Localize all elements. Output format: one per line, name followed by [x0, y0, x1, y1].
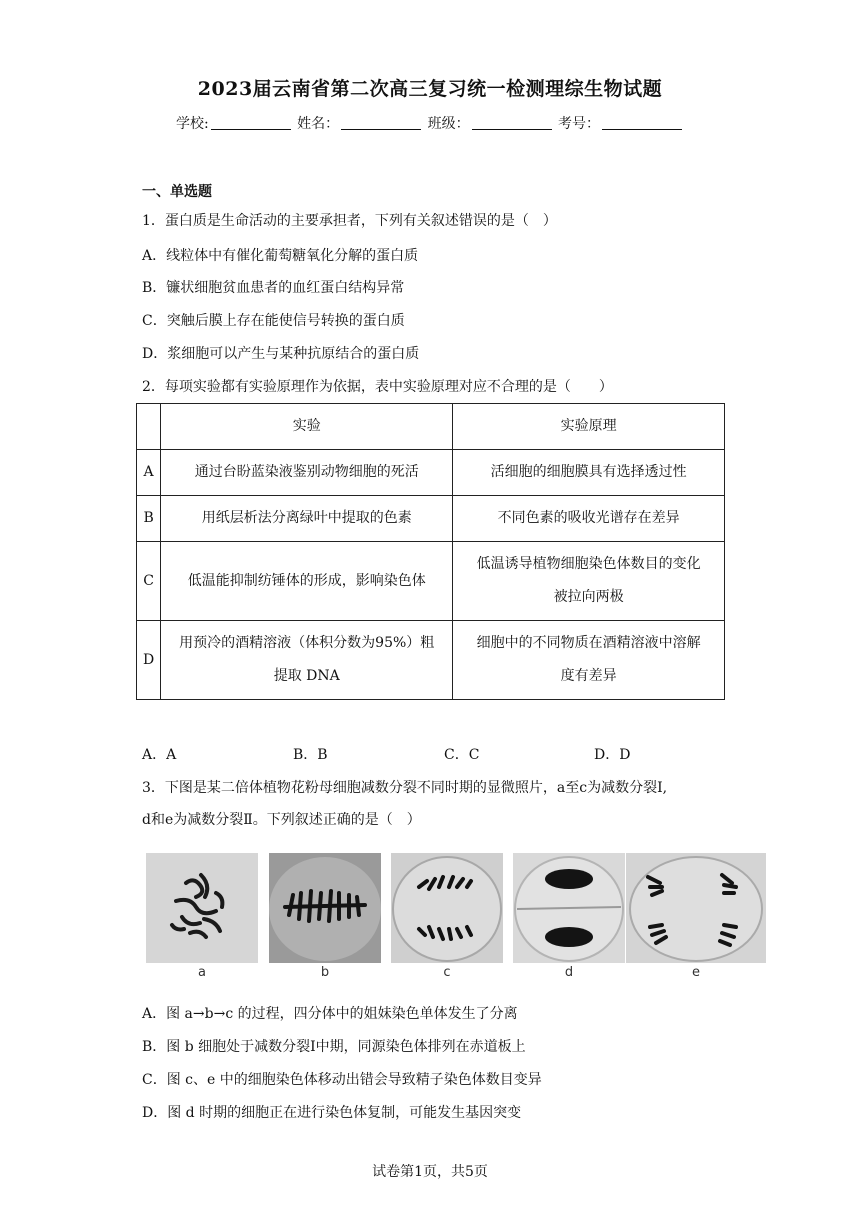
- cell-text: 不同色素的吸收光谱存在差异: [497, 510, 680, 526]
- section-title: 一、单选题: [142, 184, 212, 200]
- q3-option-d: D．图 d 时期的细胞正在进行染色体复制，可能发生基因突变: [142, 1105, 522, 1121]
- table-row: [137, 621, 725, 700]
- row-id-cell: C: [137, 542, 161, 621]
- cell-text: 提取 DNA: [273, 668, 340, 684]
- experiment-cell: [161, 621, 453, 700]
- experiment-cell: [161, 450, 453, 496]
- cell-text: 被拉向两极: [553, 589, 624, 605]
- student-info-row: [0, 113, 860, 133]
- q2-choice-a: A．A: [142, 747, 177, 763]
- principle-cell: [453, 450, 725, 496]
- cell-text: 细胞中的不同物质在酒精溶液中溶解: [476, 635, 701, 651]
- principle-cell: [453, 542, 725, 621]
- table-header-cell: [137, 404, 161, 450]
- table-row: [137, 450, 725, 496]
- cell-text: 度有差异: [560, 668, 617, 684]
- q2-choice-b: B．B: [293, 747, 328, 763]
- table-header-cell: 实验: [161, 404, 453, 450]
- q1-option-a: A．线粒体中有催化葡萄糖氧化分解的蛋白质: [142, 248, 419, 264]
- q1-stem: 1．蛋白质是生命活动的主要承担者，下列有关叙述错误的是（ ）: [142, 213, 557, 229]
- school-label: 学校:: [175, 116, 209, 132]
- principle-cell: [453, 621, 725, 700]
- micrograph-a: [146, 853, 258, 963]
- micrograph-label-c: c: [443, 965, 451, 980]
- school-blank: [211, 115, 291, 130]
- table-row: [137, 496, 725, 542]
- q1-option-b: B．镰状细胞贫血患者的血红蛋白结构异常: [142, 280, 405, 296]
- q3-option-c: C．图 c、e 中的细胞染色体移动出错会导致精子染色体数目变异: [142, 1072, 542, 1088]
- exam-number-blank: [602, 115, 682, 130]
- class-blank: [472, 115, 552, 130]
- table-header-cell: 实验原理: [453, 404, 725, 450]
- micrograph-label-a: a: [198, 965, 206, 980]
- table-row: [137, 542, 725, 621]
- table-header-row: [137, 404, 725, 450]
- name-blank: [341, 115, 421, 130]
- micrograph-b: [269, 853, 381, 963]
- q2-choice-d: D．D: [594, 747, 631, 763]
- principle-cell: [453, 496, 725, 542]
- q3-option-b: B．图 b 细胞处于减数分裂Ⅰ中期，同源染色体排列在赤道板上: [142, 1039, 526, 1055]
- experiment-cell: [161, 542, 453, 621]
- micrograph-d: [513, 853, 625, 963]
- q1-option-d: D．浆细胞可以产生与某种抗原结合的蛋白质: [142, 346, 420, 362]
- cell-text: 低温诱导植物细胞染色体数目的变化: [476, 556, 701, 572]
- row-id-cell: B: [137, 496, 161, 542]
- cell-text: 用预冷的酒精溶液（体积分数为95%）粗: [179, 635, 435, 651]
- exam-number-label: 考号：: [558, 116, 601, 132]
- row-id-cell: A: [137, 450, 161, 496]
- row-id-cell: D: [137, 621, 161, 700]
- exam-title: 2023届云南省第二次高三复习统一检测理综生物试题: [197, 78, 663, 100]
- class-label: 班级：: [427, 116, 470, 132]
- q3-stem-line2: d和e为减数分裂Ⅱ。下列叙述正确的是（ ）: [142, 812, 421, 828]
- cell-text: 低温能抑制纺锤体的形成，影响染色体: [187, 572, 426, 589]
- micrograph-e: [626, 853, 766, 963]
- q1-option-c: C．突触后膜上存在能使信号转换的蛋白质: [142, 313, 405, 329]
- micrograph-c: [391, 853, 503, 963]
- micrograph-label-d: d: [564, 965, 574, 980]
- cell-text: 通过台盼蓝染液鉴别动物细胞的死活: [194, 464, 419, 480]
- experiment-cell: [161, 496, 453, 542]
- micrograph-label-e: e: [692, 965, 700, 980]
- name-label: 姓名：: [297, 116, 340, 132]
- q3-stem-line1: 3．下图是某二倍体植物花粉母细胞减数分裂不同时期的显微照片，a至c为减数分裂Ⅰ,: [142, 780, 668, 796]
- micrograph-label-b: b: [320, 965, 330, 980]
- q2-stem: 2．每项实验都有实验原理作为依据，表中实验原理对应不合理的是（ ）: [142, 379, 613, 395]
- experiment-table: [136, 403, 725, 700]
- cell-text: 活细胞的细胞膜具有选择透过性: [490, 464, 687, 480]
- cell-text: 用纸层析法分离绿叶中提取的色素: [201, 510, 412, 526]
- page-footer: 试卷第1页，共5页: [372, 1164, 488, 1180]
- meiosis-micrographs: [146, 853, 766, 983]
- q3-option-a: A．图 a→b→c 的过程，四分体中的姐妹染色单体发生了分离: [142, 1006, 518, 1022]
- q2-choice-c: C．C: [444, 747, 480, 763]
